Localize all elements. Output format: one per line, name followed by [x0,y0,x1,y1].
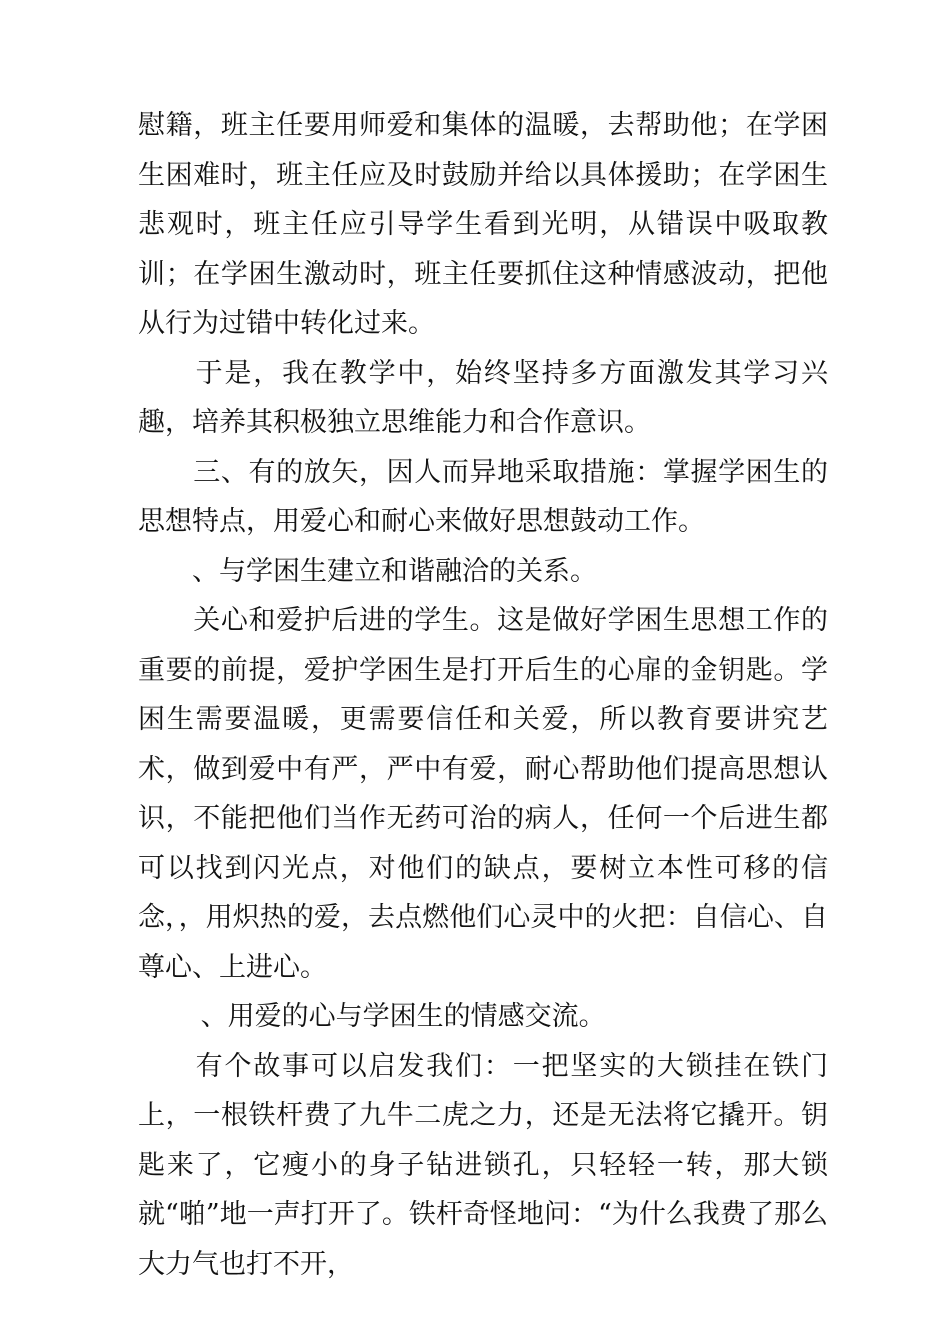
document-body [138,101,828,1289]
paragraph-1: 慰籍，班主任要用师爱和集体的温暖，去帮助他；在学困生困难时，班主任应及时鼓励并给以具体援助；在学困生悲观时，班主任应引导学生看到光明，从错误中吸取教训；在学困生激动时，班主任要抓住这种情感波动，把他从行为过错中转化过来。 [138,110,828,339]
paragraph-6: 、用爱的心与学困生的情感交流。 [138,1001,606,1032]
paragraph-4: 、与学困生建立和谐融洽的关系。 [138,555,597,587]
paragraph-5: 关心和爱护后进的学生。这是做好学困生思想工作的重要的前提，爱护学困生是打开后生的心扉的金钥匙。学困生需要温暖，更需要信任和关爱，所以教育要讲究艺术，做到爱中有严，严中有爱，耐心帮助他们提高思想认识，不能把他们当作无药可治的病人，任何一个后进生都可以找到闪光点，对他们的缺点，要树立本性可移的信念，，用炽热的爱，去点燃他们心灵中的火把：自信心、自尊心、上进心。 [138,605,828,983]
paragraph-7: 有个故事可以启发我们：一把坚实的大锁挂在铁门上，一根铁杆费了九牛二虎之力，还是无法将它撬开。钥匙来了，它瘦小的身子钻进锁孔，只轻轻一转，那大锁就“啪”地一声打开了。铁杆奇怪地问：“为什么我费了那么大力气也打不开， [138,1050,828,1280]
paragraph-2: 于是，我在教学中，始终坚持多方面激发其学习兴趣，培养其积极独立思维能力和合作意识。 [138,357,828,438]
paragraph-3: 三、有的放矢，因人而异地采取措施：掌握学困生的思想特点，用爱心和耐心来做好思想鼓动工作。 [138,456,828,537]
